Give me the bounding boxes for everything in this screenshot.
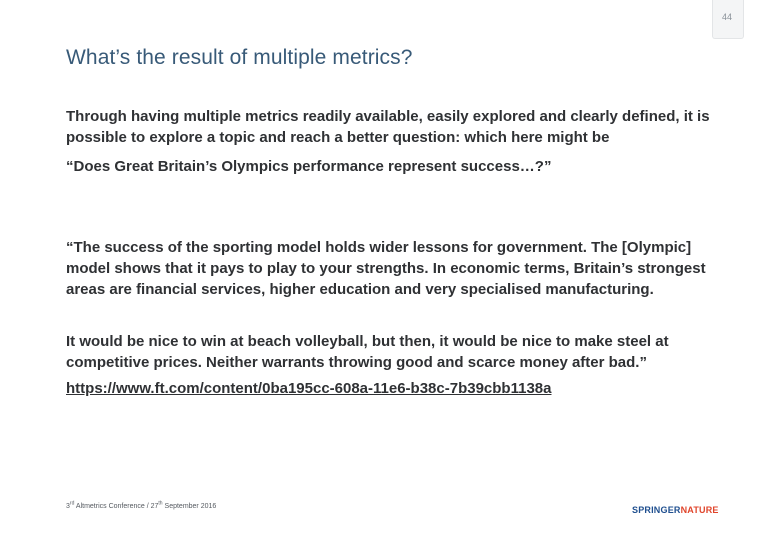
ft-quote-part-1: “The success of the sporting model holds wider lessons for government. The [Olympic] model shows that it pays to play to your strengths. In economic terms, Britain’s strongest areas are financial services, higher education and very specialised manufacturing. (66, 239, 706, 298)
footer-conf-text: Altmetrics Conference / 27 (74, 503, 159, 510)
source-link[interactable]: https://www.ft.com/content/0ba195cc-608a-11e6-b38c-7b39cbb1138a (66, 380, 552, 397)
footer-conf-sup: rd (69, 500, 75, 507)
slide-title: What’s the result of multiple metrics? (66, 46, 413, 69)
springer-nature-logo (632, 505, 719, 515)
footer-conference-text (66, 500, 217, 510)
logo-part-springer: SPRINGER (632, 505, 681, 515)
logo-part-nature: NATURE (680, 505, 719, 515)
footer-conf-num: 3 (66, 503, 70, 510)
footer-date-text: September 2016 (162, 503, 217, 510)
footer-date-sup: th (158, 500, 163, 507)
intro-paragraph: Through having multiple metrics readily available, easily explored and clearly defined, it is possible to explore a topic and reach a better question: which here might be (66, 108, 710, 146)
page-number: 44 (721, 12, 732, 22)
ft-quote-part-2: It would be nice to win at beach volleyball, but then, it would be nice to make steel at competitive prices. Neither warrants throwing good and scarce money after bad.” (66, 333, 669, 371)
question-quote: “Does Great Britain’s Olympics performance represent success…?” (66, 158, 552, 175)
